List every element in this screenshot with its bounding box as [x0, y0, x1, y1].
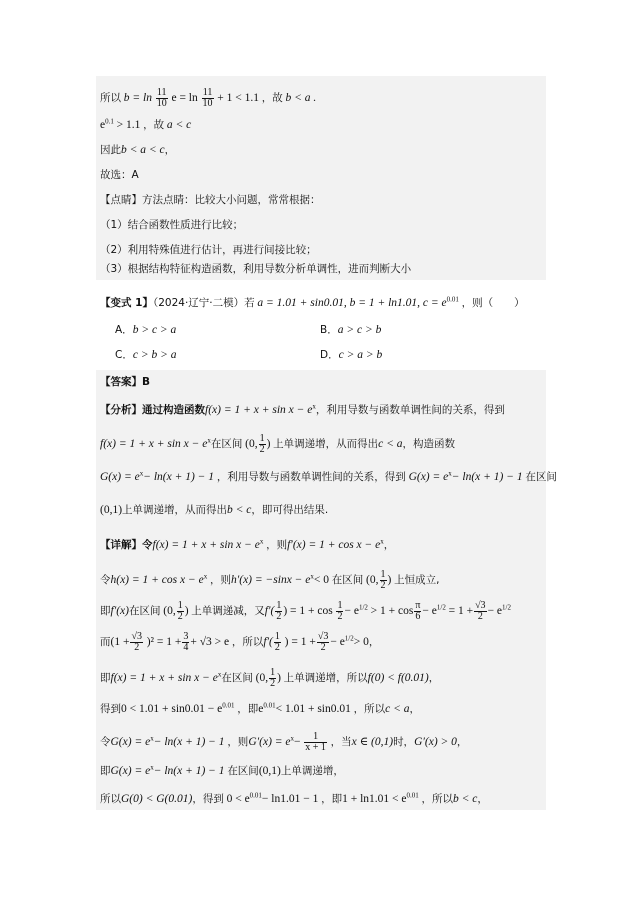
detail-line-8: 即$G(x) = e^x- \ln(x + 1) - 1$ 在区间(0,1)上单调递增， — [100, 763, 344, 777]
analysis-line-1: 【分析】通过构造函数$f(x) = 1 + x + \sin x - e^x$，利用导数与函数单调性间的关系，得到 — [100, 402, 505, 416]
detail-line-2: 令$h(x) = 1 + \cos x - e^x$ ，则$h'(x) = -\sin x - e^x< 0$ 在区间 (0, $\frac{1}{2}$ ) 上恒成立, — [100, 569, 440, 591]
tip-item-1: （1）结合函数性质进行比较； — [100, 219, 244, 231]
option-a[interactable]: A．b > c > a — [115, 324, 177, 336]
question-stem: 【变式 1】（2024·辽宁·二模）若 a = 1.01 + sin0.01, b = 1 + ln1.01, $c = e^{0.01}$ ，则（ ） — [100, 295, 525, 309]
tip-heading: 【点睛】方法点睛：比较大小问题，常常根据： — [100, 194, 321, 206]
detail-line-6: 得到$0 < 1.01 + \sin 0.01 - e^{0.01}$ ，即$e^{0.01}< 1.01 + \sin 0.01$ ，所以c < a， — [100, 701, 420, 715]
option-d[interactable]: D．c > a > b — [320, 349, 383, 361]
detail-line-3: 即f′(x)在区间 (0, $\frac{1}{2}$ ) 上单调递减，又f′( $\frac{1}{2}$ ) = 1 + cos $\frac{1}{2}$ − $e^{1/2} > 1 + \cos$ $\frac{\pi}{6}$ − $e^{1/2} = 1$ + $\frac{√3}{2}$ − $e^{1/2}$ — [100, 600, 511, 622]
option-c[interactable]: C．c > b > a — [115, 349, 177, 361]
analysis-line-2: $f(x) = 1 + x + \sin x - e^x$在区间 (0, $\frac{1}{2}$ ) 上单调递增，从而得出c < a，构造函数 — [100, 433, 456, 455]
tip-item-3: （3）根据结构特征构造函数，利用导数分析单调性，进而判断大小 — [100, 263, 412, 275]
conclusion-line-1: 所以 b = ln $\frac{11}{10}$ e = ln $\frac{11}{10}$ + 1 < 1.1 ，故 b < a . — [100, 87, 317, 109]
detail-line-4: 而(1 + $\frac{√3}{2}$ )² = 1 + $\frac{3}{4}$ + √3 > e ，所以f′( $\frac{1}{2}$ ) = 1 + $\frac{√3}{2}$ − $e^{1/2}> 0$， — [100, 631, 380, 653]
detail-line-1: 【详解】令$f(x) = 1 + x + \sin x - e^x$ ，则$f'(x) = 1 + \cos x - e^x$， — [100, 537, 395, 551]
option-b[interactable]: B．a > c > b — [320, 324, 382, 336]
conclusion-line-3: 因此b < a < c， — [100, 144, 176, 156]
choice-line: 故选：A — [100, 169, 139, 181]
detail-line-5: 即$f(x) = 1 + x + \sin x - e^x$在区间 (0, $\frac{1}{2}$ ) 上单调递增，所以f(0) < f(0.01)， — [100, 667, 440, 689]
analysis-line-4: (0,1)上单调递增，从而得出b < c，即可得出结果. — [100, 504, 329, 516]
conclusion-line-2: $e^{0.1} > 1.1$ ，故 a < c — [100, 117, 192, 131]
analysis-line-3: $G(x) = e^x- \ln(x + 1) - 1$ ，利用导数与函数单调性间的关系，得到 $G(x) = e^x- \ln(x + 1) - 1$ 在区间 — [100, 469, 557, 483]
detail-line-7: 令$G(x) = e^x- \ln(x + 1) - 1$ ，则$G'(x) = e^x-$ $\frac{1}{x + 1}$ ，当x ∈ (0,1)时，G′(x) > 0， — [100, 731, 468, 753]
detail-line-9: 所以G(0) < G(0.01)，得到 $0 < e^{0.01}- \ln 1.01 - 1$ ，即$1 + \ln 1.01 < e^{0.01}$ ，所以b < c， — [100, 791, 488, 805]
answer-label: 【答案】B — [100, 376, 151, 388]
tip-item-2: （2）利用特殊值进行估计，再进行间接比较； — [100, 244, 317, 256]
